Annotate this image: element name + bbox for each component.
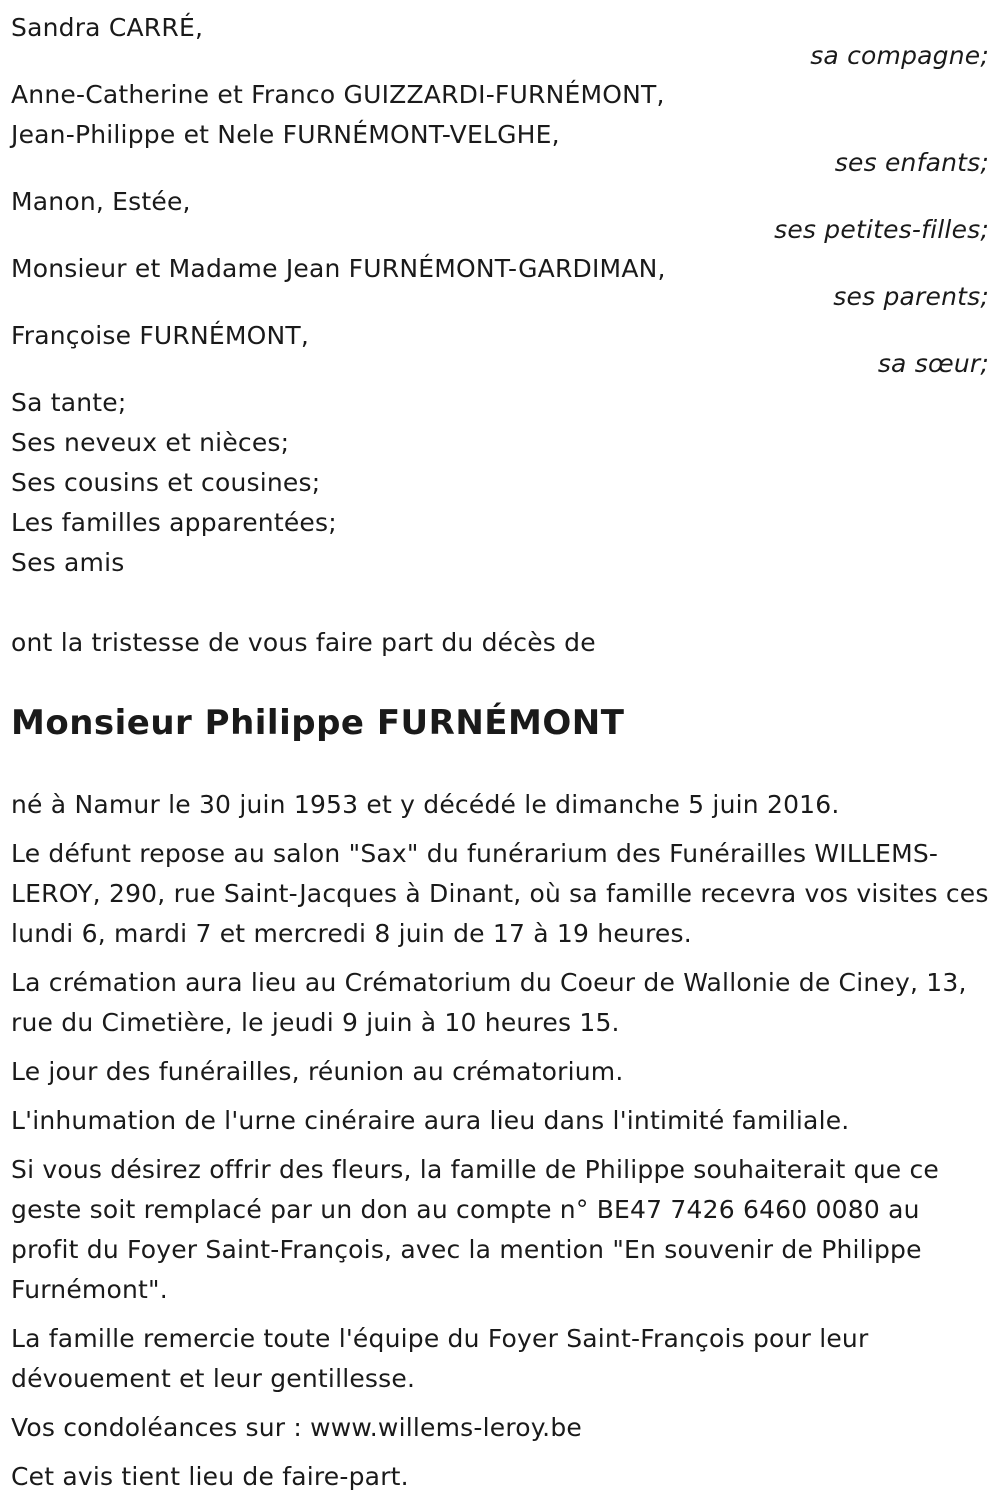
family-name-line: Monsieur et Madame Jean FURNÉMONT-GARDIMAN,	[11, 254, 666, 283]
other-relatives-list	[11, 383, 989, 583]
burial-paragraph: L'inhumation de l'urne cinéraire aura lieu dans l'intimité familiale.	[11, 1106, 850, 1135]
cremation-paragraph: La crémation aura lieu au Crématorium du Coeur de Wallonie de Ciney, 13, rue du Cimetière, le jeudi 9 juin à 10 heures 15.	[11, 968, 967, 1037]
family-name-line: Manon, Estée,	[11, 187, 191, 216]
obituary-notice	[11, 8, 989, 1506]
family-name-line: Sandra CARRÉ,	[11, 13, 204, 42]
family-name-line: Françoise FURNÉMONT,	[11, 321, 310, 350]
other-relative: Sa tante;	[11, 388, 127, 417]
donation-paragraph: Si vous désirez offrir des fleurs, la famille de Philippe souhaiterait que ce geste soit remplacé par un don au compte n° BE47 7426 6460 0080 au profit du Foyer Saint-François, avec la mention "En souvenir de Philippe Furnémont".	[11, 1155, 939, 1304]
family-role: ses parents;	[833, 282, 989, 311]
family-role: ses petites-filles;	[774, 215, 989, 244]
closing-paragraph: Cet avis tient lieu de faire-part.	[11, 1462, 409, 1491]
notice-body	[11, 785, 989, 1497]
deceased-name: Monsieur Philippe FURNÉMONT	[11, 703, 625, 743]
family-group-children	[11, 75, 989, 175]
meeting-paragraph: Le jour des funérailles, réunion au crématorium.	[11, 1057, 624, 1086]
other-relative: Les familles apparentées;	[11, 508, 337, 537]
condolences-paragraph: Vos condoléances sur : www.willems-leroy.be	[11, 1413, 582, 1442]
other-relative: Ses cousins et cousines;	[11, 468, 321, 497]
announcement-intro: ont la tristesse de vous faire part du décès de	[11, 628, 596, 657]
family-role: sa sœur;	[877, 349, 989, 378]
family-role: ses enfants;	[834, 148, 989, 177]
family-name-line: Jean-Philippe et Nele FURNÉMONT-VELGHE,	[11, 120, 560, 149]
other-relative: Ses neveux et nièces;	[11, 428, 290, 457]
family-group-parents	[11, 249, 989, 309]
birth-death-paragraph: né à Namur le 30 juin 1953 et y décédé le dimanche 5 juin 2016.	[11, 790, 840, 819]
other-relative: Ses amis	[11, 548, 125, 577]
family-group-granddaughters	[11, 182, 989, 242]
family-role: sa compagne;	[810, 41, 989, 70]
family-group-sister	[11, 316, 989, 376]
family-group-companion	[11, 8, 989, 68]
family-name-line: Anne-Catherine et Franco GUIZZARDI-FURNÉMONT,	[11, 80, 665, 109]
visitation-paragraph: Le défunt repose au salon "Sax" du funérarium des Funérailles WILLEMS-LEROY, 290, rue Saint-Jacques à Dinant, où sa famille recevra vos visites ces lundi 6, mardi 7 et mercredi 8 juin de 17 à 19 heures.	[11, 839, 989, 948]
thanks-paragraph: La famille remercie toute l'équipe du Foyer Saint-François pour leur dévouement et leur gentillesse.	[11, 1324, 869, 1393]
